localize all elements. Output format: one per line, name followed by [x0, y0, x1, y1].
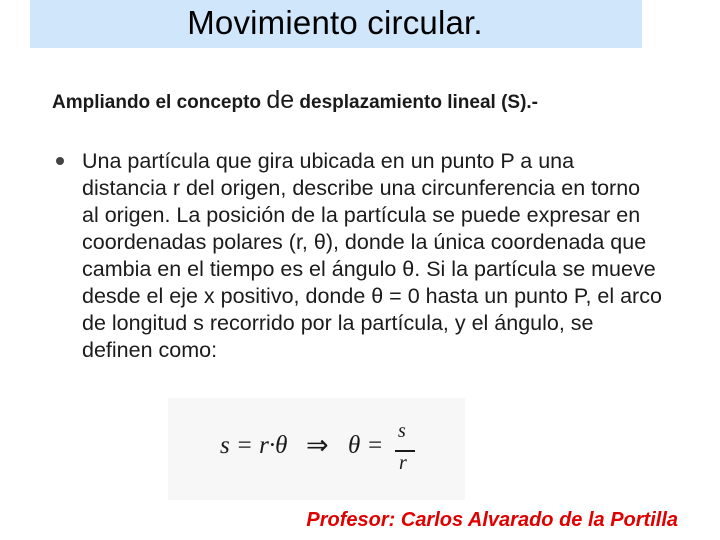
subtitle-part3: desplazamiento lineal (S).-: [294, 92, 539, 113]
bullet-paragraph: Una partícula que gira ubicada en un punto P a una distancia r del origen, describe una circunferencia en torno al origen. La posición de la partícula se puede expresar en coordenadas polares (r, θ), donde la única coordenada que cambia en el tiempo es el ángulo θ. Si la partícula se mueve desde el eje x positivo, donde θ = 0 hasta un punto P, el arco de longitud s recorrido por la partícula, y el ángulo, se definen como:: [82, 149, 662, 362]
formula-theta-eq: θ =: [348, 432, 384, 459]
subtitle-part2: de: [266, 86, 295, 114]
subtitle-part1: Ampliando el concepto: [52, 92, 267, 113]
formula-numerator: s: [398, 420, 406, 442]
subtitle: [52, 86, 538, 115]
implies-arrow-icon: ⇒: [306, 430, 329, 460]
author-credit: Profesor: Carlos Alvarado de la Portilla: [306, 509, 678, 531]
page-title: Movimiento circular.: [187, 4, 483, 41]
bullet-dot-icon: [56, 157, 64, 165]
formula-denominator: r: [399, 452, 407, 474]
formula-lhs: s = r·θ: [220, 432, 288, 459]
